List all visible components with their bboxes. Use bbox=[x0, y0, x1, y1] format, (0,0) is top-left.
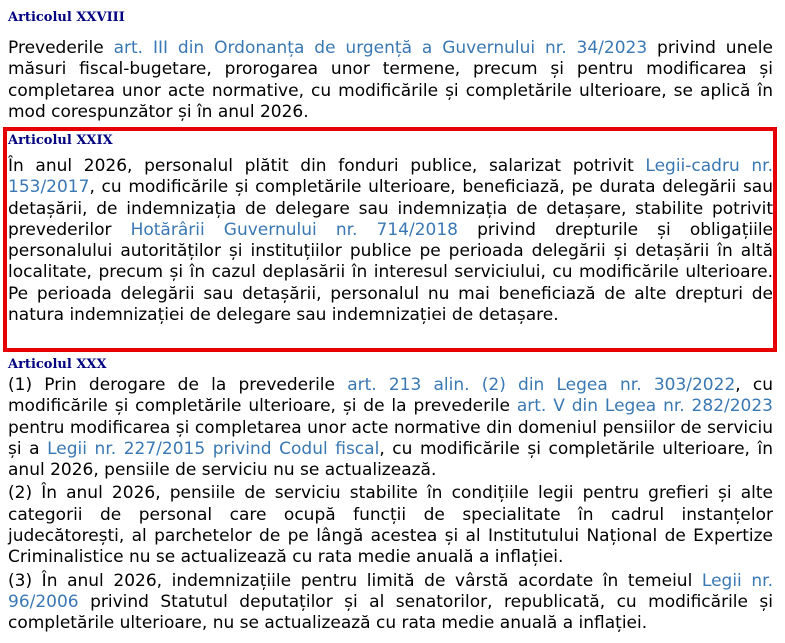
paragraph-text: În anul 2026, personalul plătit din fonduri publice, salarizat potrivit bbox=[8, 156, 646, 176]
article-paragraph-2 bbox=[8, 483, 773, 568]
law-reference-link[interactable]: Hotărârii Guvernului nr. 714/2018 bbox=[130, 219, 458, 240]
article-paragraph bbox=[8, 156, 773, 326]
paragraph-text: (1) Prin derogare de la prevederile bbox=[8, 375, 348, 395]
article-title: Articolul XXIX bbox=[8, 133, 113, 148]
article-title: Articolul XXVIII bbox=[8, 10, 125, 25]
article-title: Articolul XXX bbox=[8, 357, 107, 372]
paragraph-text: , cu modificările și completările ulterioare, în anul 2026, pensiile de serviciu nu se actualizează. bbox=[8, 438, 773, 481]
paragraph-text: (2) În anul 2026, pensiile de serviciu stabilite în condițiile legii pentru grefieri și alte categorii de personal care ocupă funcții de specialitate în cadrul instanțelor judecătorești, al parchetelor de pe lângă acestea și al Institutului Național de Expertize Criminalistice nu se actualizează cu rata medie anuală a inflației. bbox=[8, 483, 773, 568]
law-reference-link[interactable]: Legii nr. 227/2015 privind Codul fiscal bbox=[47, 438, 380, 459]
law-reference-link[interactable]: art. III din Ordonanța de urgență a Guvernului nr. 34/2023 bbox=[113, 38, 648, 58]
paragraph-text: , cu modificările și completările ulterioare, și de la prevederile bbox=[8, 375, 773, 417]
law-reference-link[interactable]: art. V din Legea nr. 282/2023 bbox=[516, 396, 773, 417]
paragraph-text: privind drepturile și obligațiile personalului autorităților și instituțiilor publice pe perioada delegării și detașării în altă localitate, precum și în cazul deplasării în interesul serviciului, cu modificările ulterioare. Pe perioada delegării sau detașării, personalul nu mai beneficiază de alte drepturi de natura indemnizației de delegare sau indemnizației de detașare. bbox=[8, 219, 773, 326]
paragraph-text: (3) În anul 2026, indemnizațiile pentru limită de vârstă acordate în temeiul bbox=[8, 570, 702, 591]
article-paragraph-3 bbox=[8, 571, 773, 635]
article-paragraph-1 bbox=[8, 375, 773, 481]
paragraph-text: Prevederile bbox=[8, 38, 114, 58]
paragraph-text: privind unele măsuri fiscal-bugetare, prorogarea unor termene, precum și pentru modificarea și completarea unor acte normative, cu modificările și completările ulterioare, se aplică în mod corespunzător și în anul 2026. bbox=[8, 38, 773, 122]
law-reference-link[interactable]: Legii nr. 96/2006 bbox=[8, 570, 773, 612]
law-reference-link[interactable]: art. 213 alin. (2) din Legea nr. 303/2022 bbox=[347, 375, 736, 395]
paragraph-text: , cu modificările și completările ulterioare, beneficiază, pe durata delegării sau detașării, de indemnizația de delegare sau indemnizația de detașare, stabilite potrivit prevederilor bbox=[8, 177, 773, 240]
paragraph-text: privind Statutul deputaților și al senatorilor, republicată, cu modificările și completările ulterioare, nu se actualizează cu rata medie anuală a inflației. bbox=[8, 591, 773, 634]
law-reference-link[interactable]: Legii-cadru nr. 153/2017 bbox=[8, 156, 773, 198]
article-xxviii bbox=[8, 10, 773, 123]
article-paragraph bbox=[8, 38, 773, 123]
article-xxix bbox=[8, 133, 773, 326]
article-xxx bbox=[8, 357, 773, 635]
paragraph-text: pentru modificarea și completarea unor acte normative din domeniul pensiilor de serviciu și a bbox=[8, 417, 773, 459]
